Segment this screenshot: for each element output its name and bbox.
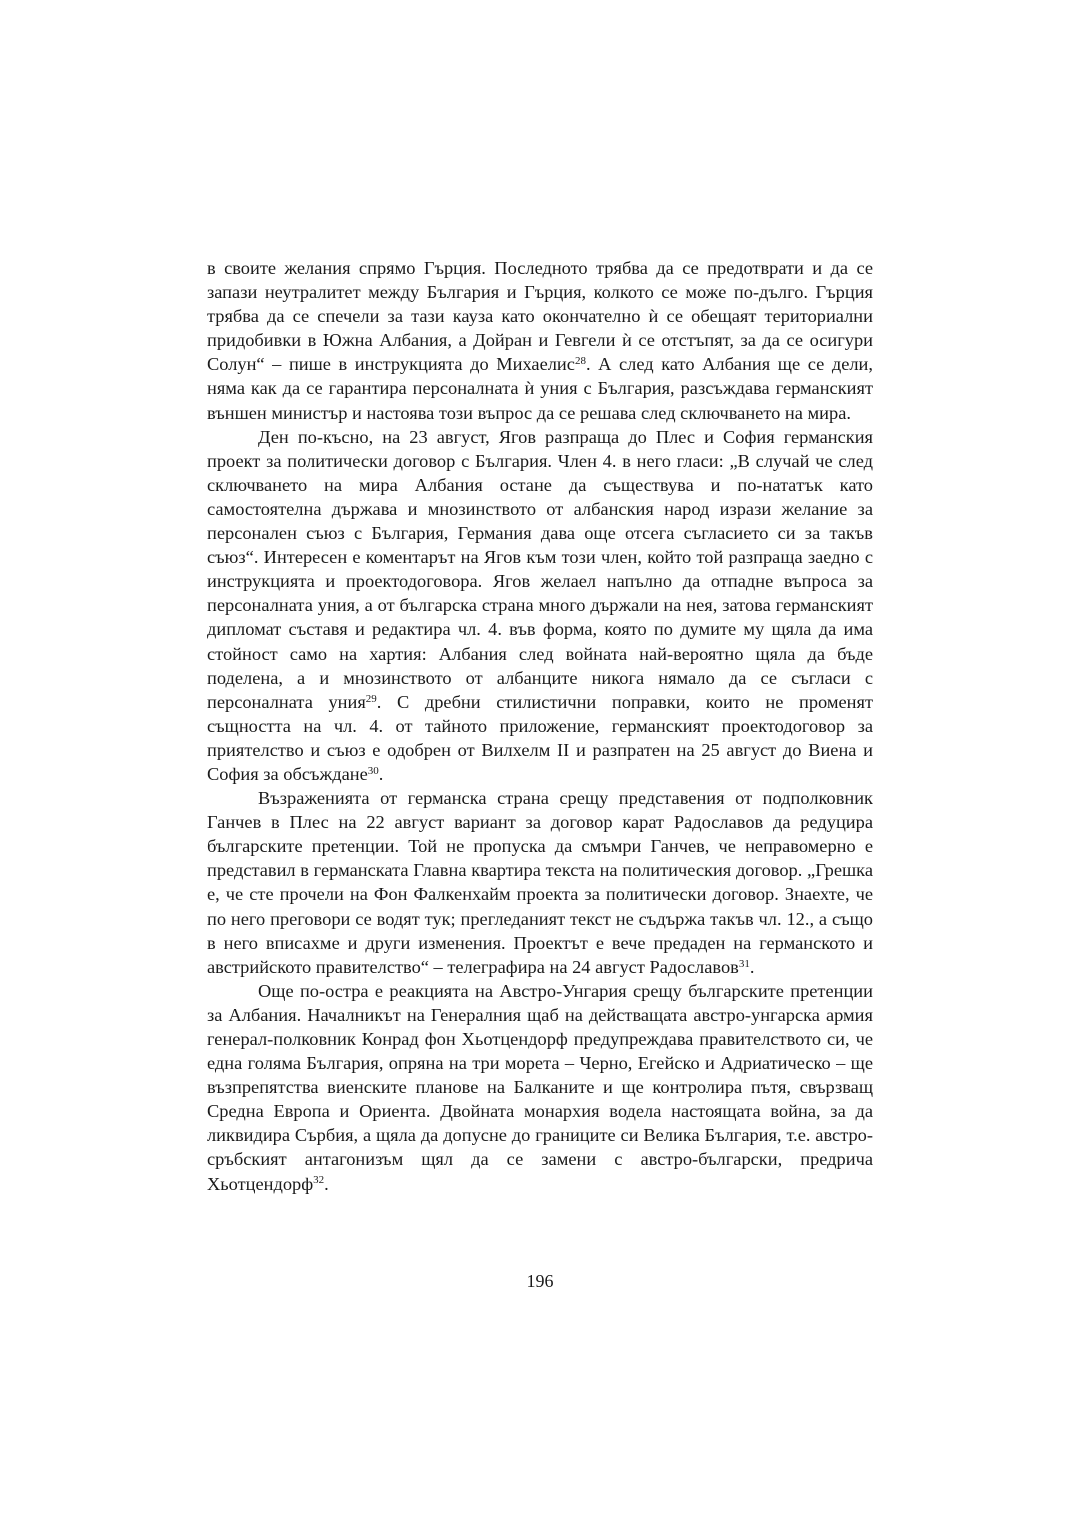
page-number: 196 [526,1271,554,1291]
paragraph-1 [207,256,873,425]
paragraph-text: Ден по-късно, на 23 август, Ягов разпраща до Плес и София германския проект за политически договор с България. Член 4. в него гласи: „В случай че след сключването на мира Албания остане да съществува и по-натaтък като самостоятелна държава и мнозинството от албанския народ изрази желание за персонален съюз с България, Германия дава още отсега съгласието си за такъв съюз“. Интересен е коментарът на Ягов към този член, който той разпраща заедно с инструкцията и проектодоговора. Ягов желаел напълно да отпадне въпроса за персоналната уния, а от българска страна много държали на нея, затова германският дипломат съставя и редактира чл. 4. във форма, която по думите му щяла да има стойност само на хартия: Албания след войната най-вероятно щяла да бъде поделена, а и мнозинството от албанците никога нямало да се съгласи с персоналната уния [207,426,873,712]
paragraph-text: . [324,1173,329,1194]
paragraph-text: . А след като Албания ще се дели, няма как да се гарантира персоналната ѝ уния с България, разсъждава германският външен министър и настоява този въпрос да се решава след сключването на мира. [207,354,873,423]
footnote-marker: 32 [313,1174,325,1187]
paragraph-text: . [378,763,384,784]
paragraph-4 [207,979,873,1196]
paragraph-text: . С дребни стилистични поправки, които не променят същността на чл. 4. от тайното приложение, германският проектодоговор за приятелство и съюз е одобрен от Вилхелм II и разпратен на 25 август до Виена и София за обсъждане [207,691,873,784]
body-text [207,256,873,1196]
footnote-marker: 31 [738,957,750,970]
footnote-marker: 29 [365,692,377,705]
paragraph-text: в своите желания спрямо Гърция. Последното трябва да се предотврати и да се запази неутралитет между България и Гърция, колкото се може по-дълго. Гърция трябва да се спечели за тази кауза като окончателно ѝ се обещаят териториални придобивки в Южна Албания, а Дойран и Гевгели ѝ се отстъпят, за да се осигури Солун“ – пише в инструкцията до Михаелис [207,258,873,375]
paragraph-text: Още по-остра е реакцията на Австро-Унгария срещу българските претенции за Албания. Началникът на Генералния щаб на действащата австро-унгарска армия генерал-полковник Конрад фон Хьотцендорф предупреждава правителството си, че една голяма България, опряна на три морета – Черно, Егейско и Адриатическо – ще възпрепятства виенските планове на Балканите и ще контролира пътя, свързващ Средна Европа и Ориента. Двойната монархия водела настоящата война, за да ликвидира Сърбия, а щяла да допусне до границите си Велика България, т.е. австро-сръбският антагонизъм щял да се замени с австро-български, предрича Хьотцендорф [207,980,873,1194]
paragraph-text: . [749,956,755,977]
paragraph-text: Възраженията от германска страна срещу представения от подполковник Ганчев в Плес на 22 август вариант за договор карат Радославов да редуцира българските претенции. Той не пропуска да смъмри Ганчев, че неправомерно е представил в германската Главна квартира текста на политическия договор. „Грешка е, че сте прочели на Фон Фалкенхайм проекта за политически договор. Знаехте, че по него преговори се водят тук; прегледаният текст не съдържа такъв чл. 12., а също в него вписахме и други изменения. Проектът е вече предаден на германското и австрийското правителство“ – телеграфира на 24 август Радославов [207,788,873,977]
footnote-marker: 28 [574,355,586,368]
footnote-marker: 30 [367,764,379,777]
paragraph-2 [207,425,873,786]
paragraph-3 [207,786,873,979]
